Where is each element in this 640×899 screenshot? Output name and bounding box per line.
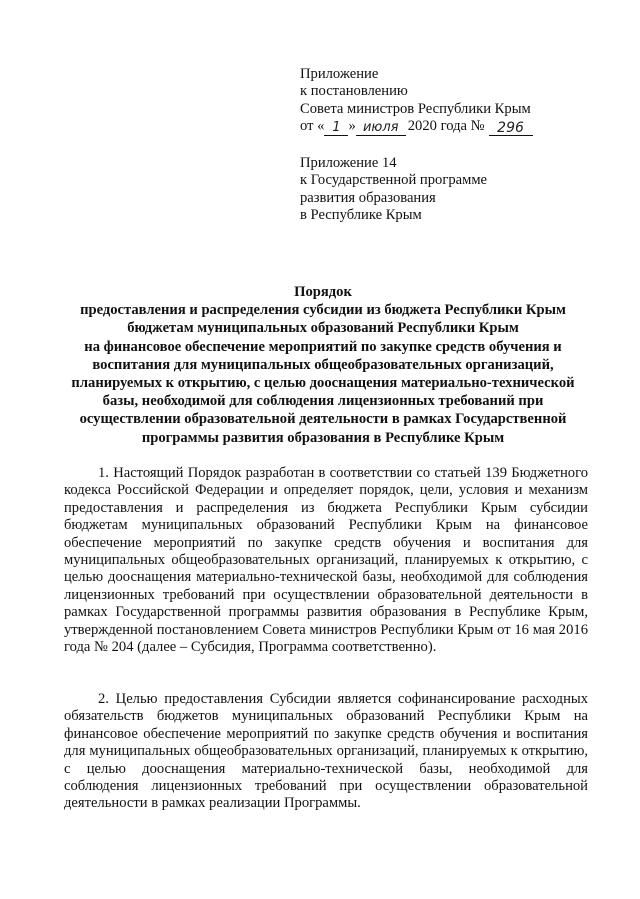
program-name-line1: развития образования	[300, 189, 436, 206]
title-line: программы развития образования в Республике Крым	[141, 429, 505, 446]
council-name: Совета министров Республики Крым	[300, 100, 531, 117]
program-name-line2: в Республике Крым	[300, 207, 422, 224]
program-appendix-header	[300, 155, 487, 225]
handwritten-day: 1	[324, 121, 348, 136]
title-line: осуществлении образовательной деятельности в рамках Государственной	[79, 411, 567, 428]
paragraph-1: 1. Настоящий Порядок разработан в соответствии со статьей 139 Бюджетного кодекса Российской Федерации и определяет порядок, цели, условия и механизм предоставления и распределения из бюджета Республики Крым субсидии бюджетам муниципальных образований Республики Крым на финансовое обеспечение мероприятий по закупке средств обучения и воспитания для муниципальных общеобразовательных организаций, планируемых к открытию, с целью дооснащения материально-технической базы, необходимой для соблюдения лицензионных требований при осуществлении образовательной деятельности в рамках Государственной программы развития образования в Республике Крым, утвержденной постановлением Совета министров Республики Крым от 16 мая 2016 года № 204 (далее – Субсидия, Программа соответственно).	[64, 465, 588, 656]
date-year: 2020 года №	[407, 118, 485, 135]
program-reference: к Государственной программе	[300, 172, 488, 189]
program-appendix-label: Приложение 14	[300, 155, 397, 171]
title-line: базы, необходимой для соблюдения лицензионных требований при	[102, 393, 544, 410]
date-mid: »	[348, 118, 356, 135]
resolution-reference: к постановлению	[300, 83, 408, 100]
resolution-appendix-header	[300, 66, 533, 136]
title-line: воспитания для муниципальных общеобразовательных организаций,	[92, 356, 554, 373]
document-title	[58, 283, 588, 447]
appendix-label: Приложение	[300, 66, 379, 82]
title-line: планируемых к открытию, с целью дооснащения материально-технической	[71, 375, 575, 392]
handwritten-month: июля	[356, 121, 406, 136]
paragraph-2: 2. Целью предоставления Субсидии является софинансирование расходных обязательств бюджетов муниципальных образований Республики Крым на финансовое обеспечение мероприятий по закупке средств обучения и воспитания для муниципальных общеобразовательных организаций, планируемых к открытию, с целью дооснащения материально-технической базы, необходимой для соблюдения лицензионных требований при осуществлении образовательной деятельности в рамках реализации Программы.	[64, 691, 588, 812]
title-line: предоставления и распределения субсидии из бюджета Республики Крым	[80, 302, 566, 319]
date-prefix: от «	[300, 118, 325, 135]
title-line: бюджетам муниципальных образований Республики Крым	[127, 320, 519, 337]
handwritten-document-number: 296	[489, 121, 533, 136]
resolution-date-line	[300, 118, 533, 135]
title-line: на финансовое обеспечение мероприятий по закупке средств обучения и	[84, 338, 562, 355]
title-heading: Порядок	[294, 284, 352, 300]
